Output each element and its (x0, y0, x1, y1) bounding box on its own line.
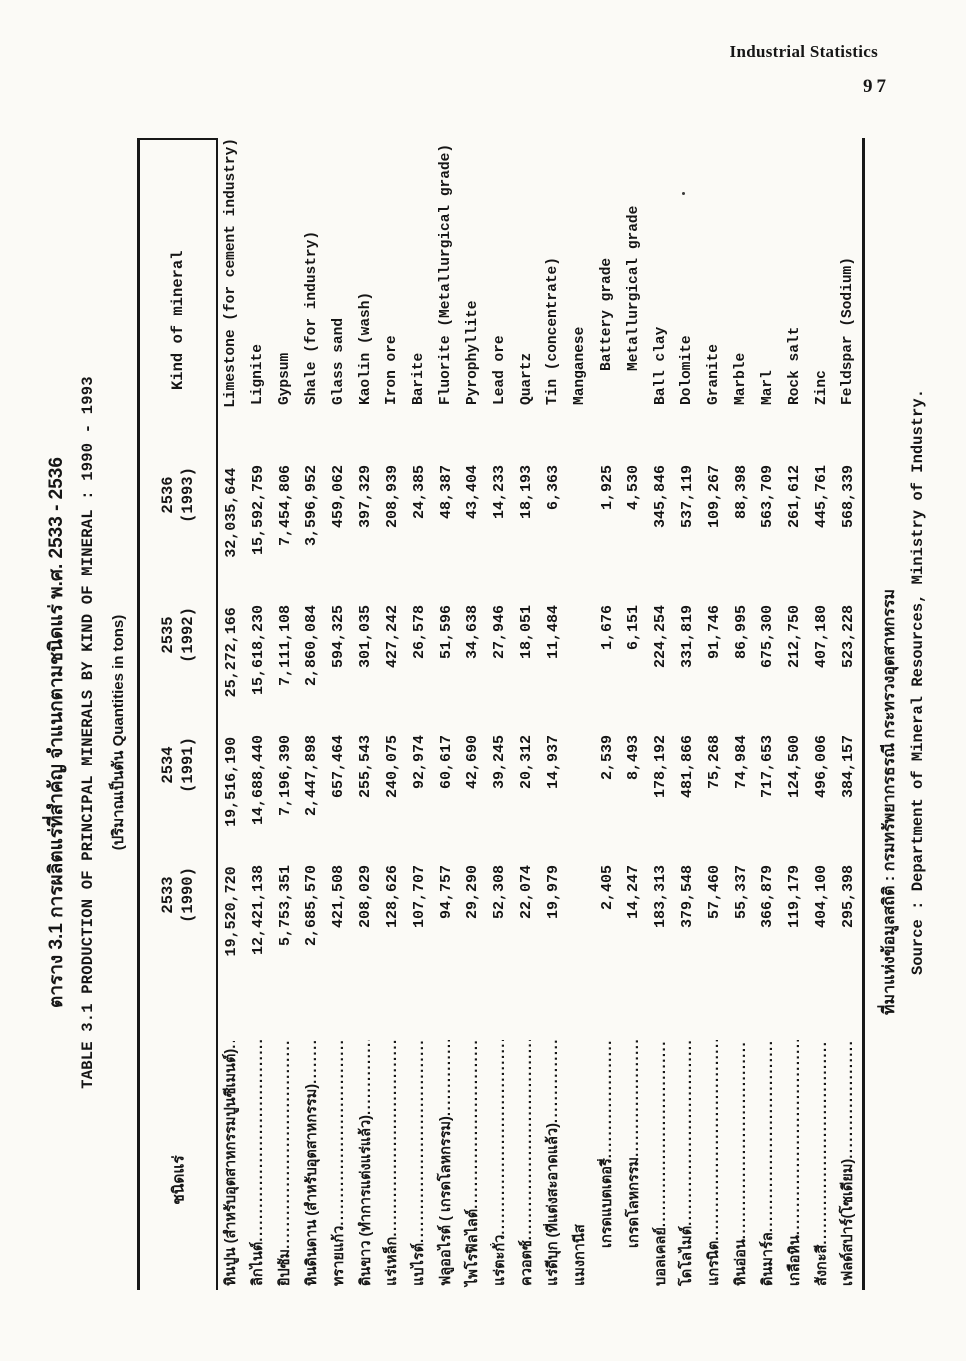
production-value: 3,596,952 (303, 465, 321, 547)
table-row (728, 138, 755, 1290)
production-value: 26,578 (410, 605, 428, 660)
production-value: 20,312 (518, 735, 536, 790)
mineral-name-thai-cell (356, 1040, 376, 1290)
col-header-year-2533 (158, 830, 198, 960)
mineral-name-thai-cell (704, 1040, 724, 1290)
mineral-name-thai: ควอตซ์ (518, 1240, 535, 1286)
production-value: 7,196,390 (276, 735, 294, 817)
page-number: 97 (863, 76, 890, 97)
col-header-year-2534 (158, 700, 198, 830)
mineral-name-thai-cell (490, 1040, 510, 1290)
production-value: 404,100 (813, 865, 831, 929)
production-value: 2,405 (598, 865, 616, 911)
production-value: 74,984 (732, 735, 750, 790)
production-value: 331,819 (678, 605, 696, 669)
mineral-name-english: Granite (706, 344, 723, 405)
table-title-thai: ตาราง 3.1 การผลิตแร่ที่สำคัญ จำแนกตามชนิดแร่ พ.ศ. 2533 - 2536 (46, 457, 67, 1008)
production-value: 22,074 (518, 865, 536, 920)
mineral-name-english: Glass sand (330, 317, 347, 405)
table-header-row (140, 138, 218, 1290)
production-value: 295,398 (839, 865, 857, 929)
production-value: 124,500 (786, 735, 804, 799)
production-value: 2,860,084 (303, 605, 321, 687)
mineral-name-english: Feldspar (Sodium) (840, 257, 857, 405)
mineral-name-thai: แร่ตะกั่ว (491, 1234, 508, 1286)
production-value: 717,653 (759, 735, 777, 799)
table-row (325, 138, 352, 1290)
scan-speck-artifact (682, 192, 685, 195)
production-value: 43,404 (464, 465, 482, 520)
production-value: 24,385 (410, 465, 428, 520)
production-value: 34,638 (464, 605, 482, 660)
production-value: 39,245 (491, 735, 509, 790)
production-value: 212,750 (786, 605, 804, 669)
production-value: 384,157 (839, 735, 857, 799)
mineral-name-english: Shale (for industry) (303, 230, 320, 405)
mineral-name-english: Manganese (572, 326, 589, 405)
mineral-name-thai-cell (571, 1040, 590, 1290)
table-row (674, 138, 701, 1290)
table-row (835, 138, 862, 1290)
mineral-name-english: Battery grade (599, 257, 615, 371)
production-value: 261,612 (786, 465, 804, 529)
mineral-name-thai-cell (812, 1040, 832, 1290)
mineral-name-thai-cell (651, 1040, 671, 1290)
table-row (218, 138, 245, 1290)
production-value: 345,846 (652, 465, 670, 529)
production-value: 178,192 (652, 735, 670, 799)
production-value: 94,757 (437, 865, 455, 920)
mineral-name-thai: แร่ดีบุก (ที่แต่งสะอาดแล้ว) (545, 1123, 562, 1286)
production-value: 12,421,138 (249, 865, 267, 956)
year-be-label: 2535 (159, 616, 177, 654)
dotted-leader (409, 1040, 428, 1243)
mineral-name-english: Gypsum (277, 352, 294, 405)
production-value: 75,268 (705, 735, 723, 790)
production-value: 14,688,440 (249, 735, 267, 826)
production-value: 14,247 (625, 865, 643, 920)
table-title-block (40, 175, 137, 1290)
mineral-name-thai: ดินขาว (ทำการแต่งแร่แล้ว) (357, 1115, 374, 1286)
mineral-name-thai: แบไรต์ (411, 1242, 428, 1286)
production-value: 42,690 (464, 735, 482, 790)
production-value: 51,596 (437, 605, 455, 660)
production-value: 57,460 (705, 865, 723, 920)
production-value: 563,709 (759, 465, 777, 529)
table-row (433, 138, 460, 1290)
production-value: 18,193 (518, 465, 536, 520)
table-row (406, 138, 433, 1290)
dotted-leader (677, 1040, 696, 1226)
mineral-name-thai-cell (463, 1040, 483, 1290)
production-value: 208,029 (357, 865, 375, 929)
mineral-name-thai: เฟลด์สปาร์(โซเดียม) (840, 1158, 857, 1286)
production-value: 29,290 (464, 865, 482, 920)
dotted-leader (221, 1041, 240, 1049)
table-row (567, 138, 594, 1290)
source-note-block (865, 138, 953, 1290)
mineral-name-thai-cell (382, 1040, 402, 1290)
mineral-name-thai: ไพโรฟิลไลต์ (464, 1208, 481, 1286)
mineral-name-thai-cell (409, 1040, 429, 1290)
year-ce-label: (1993) (179, 467, 197, 523)
mineral-name-thai: แกรนิต (706, 1240, 723, 1286)
production-value: 109,267 (705, 465, 723, 529)
dotted-leader (704, 1040, 723, 1241)
mineral-name-english: Lead ore (491, 335, 508, 405)
production-value: 88,398 (732, 465, 750, 520)
dotted-leader (248, 1040, 267, 1242)
table-subtitle-units: (ปริมาณเป็นตัน Quantities in tons) (110, 614, 127, 851)
mineral-name-english: Kaolin (wash) (357, 291, 374, 405)
mineral-name-english: Fluorite (Metallurgical grade) (438, 143, 455, 405)
dotted-leader (275, 1040, 294, 1249)
dotted-leader (356, 1040, 375, 1115)
mineral-name-thai: เกลือหิน (786, 1235, 803, 1286)
table-row (701, 138, 728, 1290)
production-value: 48,387 (437, 465, 455, 520)
col-header-kind-thai: ชนิดแร่ (170, 1155, 188, 1205)
source-note-english: Source : Department of Mineral Resources, Ministry of Industry. (908, 389, 927, 975)
mineral-name-thai-cell (302, 1040, 322, 1290)
dotted-leader (463, 1040, 482, 1209)
year-be-label: 2534 (159, 746, 177, 784)
mineral-name-thai: แมงกานีส (571, 1224, 588, 1286)
minerals-table (137, 138, 865, 1290)
production-value: 2,685,570 (303, 865, 321, 947)
mineral-name-english: Barite (411, 352, 428, 405)
table-title-english: TABLE 3.1 PRODUCTION OF PRINCIPAL MINERALS BY KIND OF MINERAL : 1990 - 1993 (79, 376, 97, 1089)
mineral-name-thai-cell (597, 1040, 617, 1290)
mineral-name-thai-cell (436, 1040, 456, 1290)
production-value: 14,233 (491, 465, 509, 520)
col-header-kind-english: Kind of mineral (169, 250, 187, 390)
mineral-name-thai: ลิกไนต์ (250, 1241, 267, 1286)
production-value: 537,119 (678, 465, 696, 529)
table-row (459, 138, 486, 1290)
production-value: 107,707 (410, 865, 428, 929)
production-value: 208,939 (383, 465, 401, 529)
production-value: 15,618,230 (249, 605, 267, 696)
production-value: 481,866 (678, 735, 696, 799)
mineral-name-english: Marble (733, 352, 750, 405)
mineral-name-thai: เกรดโลหกรรม (625, 1156, 642, 1248)
table-row (647, 138, 674, 1290)
production-value: 4,530 (625, 465, 643, 511)
year-ce-label: (1992) (179, 607, 197, 663)
mineral-name-thai-cell (758, 1040, 778, 1290)
production-value: 8,493 (625, 735, 643, 781)
mineral-name-thai: เกรดแบตเตอรี่ (599, 1158, 615, 1248)
production-value: 224,254 (652, 605, 670, 669)
table-row (808, 138, 835, 1290)
production-value: 128,626 (383, 865, 401, 929)
production-value: 657,464 (330, 735, 348, 799)
production-value: 19,516,190 (222, 736, 240, 827)
table-row (540, 138, 567, 1290)
production-value: 11,484 (544, 605, 562, 660)
mineral-name-thai: ยิปซัม (277, 1248, 294, 1286)
production-value: 27,946 (491, 605, 509, 660)
mineral-name-thai-cell (275, 1040, 295, 1290)
production-value: 379,548 (678, 865, 696, 929)
mineral-name-thai-cell (329, 1040, 349, 1290)
mineral-name-english: Marl (759, 370, 776, 405)
production-value: 2,447,898 (303, 735, 321, 817)
mineral-name-thai-cell (677, 1040, 697, 1290)
mineral-name-english: Rock salt (786, 326, 803, 405)
dotted-leader (838, 1040, 857, 1159)
dotted-leader (624, 1040, 643, 1157)
production-value: 1,925 (598, 465, 616, 511)
production-value: 5,753,351 (276, 865, 294, 947)
mineral-name-thai: สังกะสี (813, 1244, 830, 1286)
production-value: 86,995 (732, 605, 750, 660)
table-row (781, 138, 808, 1290)
production-value: 55,337 (732, 865, 750, 920)
production-value: 459,062 (330, 465, 348, 529)
production-value: 366,879 (759, 865, 777, 929)
mineral-name-english: Tin (concentrate) (545, 257, 562, 405)
production-value: 91,746 (705, 605, 723, 660)
production-value: 1,676 (598, 605, 616, 651)
mineral-name-thai: โดโลไมต์ (679, 1225, 696, 1286)
production-value: 25,272,166 (222, 607, 240, 698)
dotted-leader (597, 1040, 616, 1158)
year-ce-label: (1991) (179, 737, 197, 793)
mineral-name-english: Quartz (518, 352, 535, 405)
mineral-name-english: Dolomite (679, 335, 696, 405)
production-value: 6,363 (544, 465, 562, 511)
production-value: 594,325 (330, 605, 348, 669)
rotated-table-sheet (40, 138, 950, 1290)
dotted-leader (785, 1040, 804, 1235)
mineral-name-english: Lignite (250, 344, 267, 405)
mineral-name-thai-cell (838, 1040, 858, 1290)
production-value: 52,308 (491, 865, 509, 920)
mineral-name-thai: ดินมาร์ล (759, 1232, 776, 1286)
production-value: 119,179 (786, 865, 804, 929)
production-value: 301,035 (357, 605, 375, 669)
table-row (298, 138, 325, 1290)
dotted-leader (436, 1040, 455, 1116)
mineral-name-english: Limestone (for cement industry) (223, 138, 240, 408)
mineral-name-thai: ฟลูออไรต์ ( เกรดโลหกรรม) (438, 1116, 455, 1286)
production-value: 183,313 (652, 865, 670, 929)
mineral-name-thai-cell (221, 1041, 241, 1290)
production-value: 496,006 (813, 735, 831, 799)
production-value: 92,974 (410, 735, 428, 790)
dotted-leader (651, 1040, 670, 1227)
table-row (513, 138, 540, 1290)
table-body (218, 138, 862, 1290)
production-value: 427,242 (383, 605, 401, 669)
production-value: 14,937 (544, 735, 562, 790)
mineral-name-thai: หินปูน (สำหรับอุตสาหกรรมปูนซีเมนต์) (223, 1048, 240, 1286)
mineral-name-thai: แร่เหล็ก (384, 1236, 401, 1286)
production-value: 2,539 (598, 735, 616, 781)
mineral-name-thai: ทรายแก้ว (330, 1225, 347, 1286)
table-row (245, 138, 272, 1290)
mineral-name-thai: หินดินดาน (สำหรับอุตสาหกรรม) (303, 1083, 320, 1286)
production-value: 421,508 (330, 865, 348, 929)
mineral-name-english: Pyrophyllite (464, 300, 481, 405)
dotted-leader (302, 1040, 321, 1084)
production-value: 397,329 (357, 465, 375, 529)
mineral-name-thai-cell (248, 1040, 268, 1290)
production-value: 568,339 (839, 465, 857, 529)
source-note-thai: ที่มาแห่งข้อมูลสถิติ : กรมทรัพยากรธรณี กระทรวงอุตสาหกรรม (880, 588, 898, 1015)
dotted-leader (758, 1040, 777, 1232)
dotted-leader (517, 1040, 536, 1240)
table-row (272, 138, 299, 1290)
table-row (594, 138, 621, 1290)
col-header-year-2536 (158, 430, 198, 560)
production-value: 7,111,108 (276, 605, 294, 687)
production-value: 18,051 (518, 605, 536, 660)
table-row (620, 138, 647, 1290)
year-be-label: 2536 (159, 476, 177, 514)
production-value: 19,520,720 (222, 866, 240, 957)
dotted-leader (382, 1040, 401, 1237)
dotted-leader (329, 1040, 348, 1226)
table-row (755, 138, 782, 1290)
production-value: 240,075 (383, 735, 401, 799)
mineral-name-thai-cell (785, 1040, 805, 1290)
dotted-leader (731, 1040, 750, 1239)
mineral-name-english: Ball clay (652, 326, 669, 405)
table-row (379, 138, 406, 1290)
mineral-name-thai-cell (731, 1040, 751, 1290)
production-value: 6,151 (625, 605, 643, 651)
mineral-name-thai: หินอ่อน (733, 1239, 750, 1286)
production-value: 32,035,644 (222, 467, 240, 558)
mineral-name-thai-cell (517, 1040, 537, 1290)
production-value: 445,761 (813, 465, 831, 529)
mineral-name-english: Zinc (813, 370, 830, 405)
mineral-name-thai: บอลเคลย์ (652, 1227, 669, 1286)
production-value: 19,979 (544, 865, 562, 920)
table-row (352, 138, 379, 1290)
year-ce-label: (1990) (179, 867, 197, 923)
mineral-name-english: Metallurgical grade (625, 205, 642, 371)
production-value: 407,180 (813, 605, 831, 669)
mineral-name-thai-cell (624, 1040, 644, 1290)
dotted-leader (490, 1040, 509, 1235)
mineral-name-english: Iron ore (384, 335, 401, 405)
mineral-name-thai-cell (543, 1040, 563, 1290)
production-value: 60,617 (437, 735, 455, 790)
production-value: 523,228 (839, 605, 857, 669)
table-row (486, 138, 513, 1290)
production-value: 255,543 (357, 735, 375, 799)
dotted-leader (543, 1040, 562, 1123)
dotted-leader (812, 1040, 831, 1245)
year-be-label: 2533 (159, 876, 177, 914)
col-header-year-2535 (158, 570, 198, 700)
production-value: 675,300 (759, 605, 777, 669)
running-header: Industrial Statistics (729, 42, 878, 61)
production-value: 15,592,759 (249, 465, 267, 556)
production-value: 7,454,806 (276, 465, 294, 547)
